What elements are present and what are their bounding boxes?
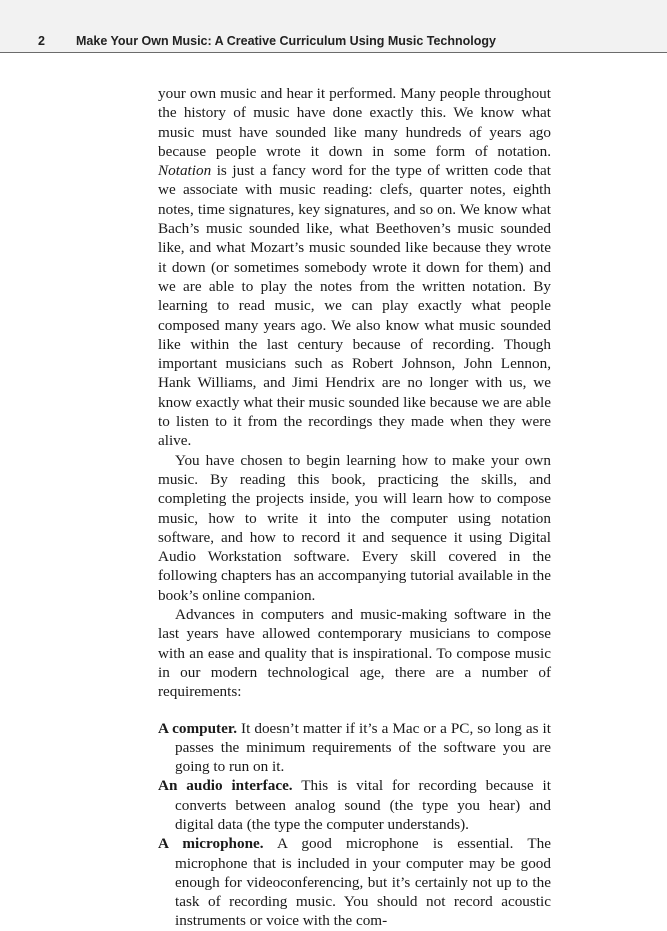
requirement-text: This is vital for recording because it converts between analog sound (the type you hear) and digital data (the type the computer understands). bbox=[175, 777, 551, 833]
header-rule bbox=[0, 52, 667, 53]
requirement-term: An audio interface. bbox=[158, 777, 293, 795]
requirements-list bbox=[158, 719, 551, 931]
requirement-computer bbox=[158, 719, 551, 777]
paragraph-1-text-a: your own music and hear it performed. Many people throughout the history of music have done exactly this. We know what music must have sounded like many hundreds of years ago because people wrote it down in some form of notation. bbox=[158, 85, 551, 160]
page-number: 2 bbox=[38, 34, 45, 48]
requirement-text: A good microphone is essential. The microphone that is included in your computer may be good enough for videoconferencing, but it’s certainly not up to the task of recording music. You should not record acoustic instruments or voice with the com- bbox=[175, 835, 551, 930]
requirement-text: It doesn’t matter if it’s a Mac or a PC, so long as it passes the minimum requirements of the software you are going to run on it. bbox=[175, 719, 551, 776]
running-head: Make Your Own Music: A Creative Curriculum Using Music Technology bbox=[76, 34, 496, 48]
requirement-term: A computer. bbox=[158, 719, 237, 737]
paragraph-1-text-b: is just a fancy word for the type of written code that we associate with music reading: clefs, quarter notes, eighth notes, time signatures, key signatures, and so on. We know what Bach’s music sounded like, what Beethoven’s music sounded like, and what Mozart’s music sounded like because they wrote it down (or sometimes somebody wrote it down for them) and we are able to play the notes from the written notation. By learning to read music, we can play exactly what people composed many years ago. We also know what music sounded like within the last century because of recording. Though important musicians such as Robert Johnson, John Lennon, Hank Williams, and Jimi Hendrix are no longer with us, we know exactly what their music sounded like because we are able to listen to it from the recordings they made when they were alive. bbox=[158, 162, 551, 450]
requirement-term: A microphone. bbox=[158, 835, 264, 853]
paragraph-2: You have chosen to begin learning how to make your own music. By reading this book, practicing the skills, and completing the projects inside, you will learn how to compose music, how to write it into the computer using notation software, and how to record it and sequence it using Digital Audio Workstation software. Every skill covered in the following chapters has an accompanying tutorial available in the book’s online companion. bbox=[158, 451, 551, 604]
page-body bbox=[158, 84, 551, 931]
requirement-microphone bbox=[158, 834, 551, 930]
paragraph-1 bbox=[158, 84, 551, 451]
notation-term: Notation bbox=[158, 162, 212, 180]
paragraph-3: Advances in computers and music-making software in the last years have allowed contemporary musicians to compose with an ease and quality that is inspirational. To compose music in our modern technological age, there are a number of requirements: bbox=[158, 606, 551, 701]
requirement-audio-interface bbox=[158, 776, 551, 834]
